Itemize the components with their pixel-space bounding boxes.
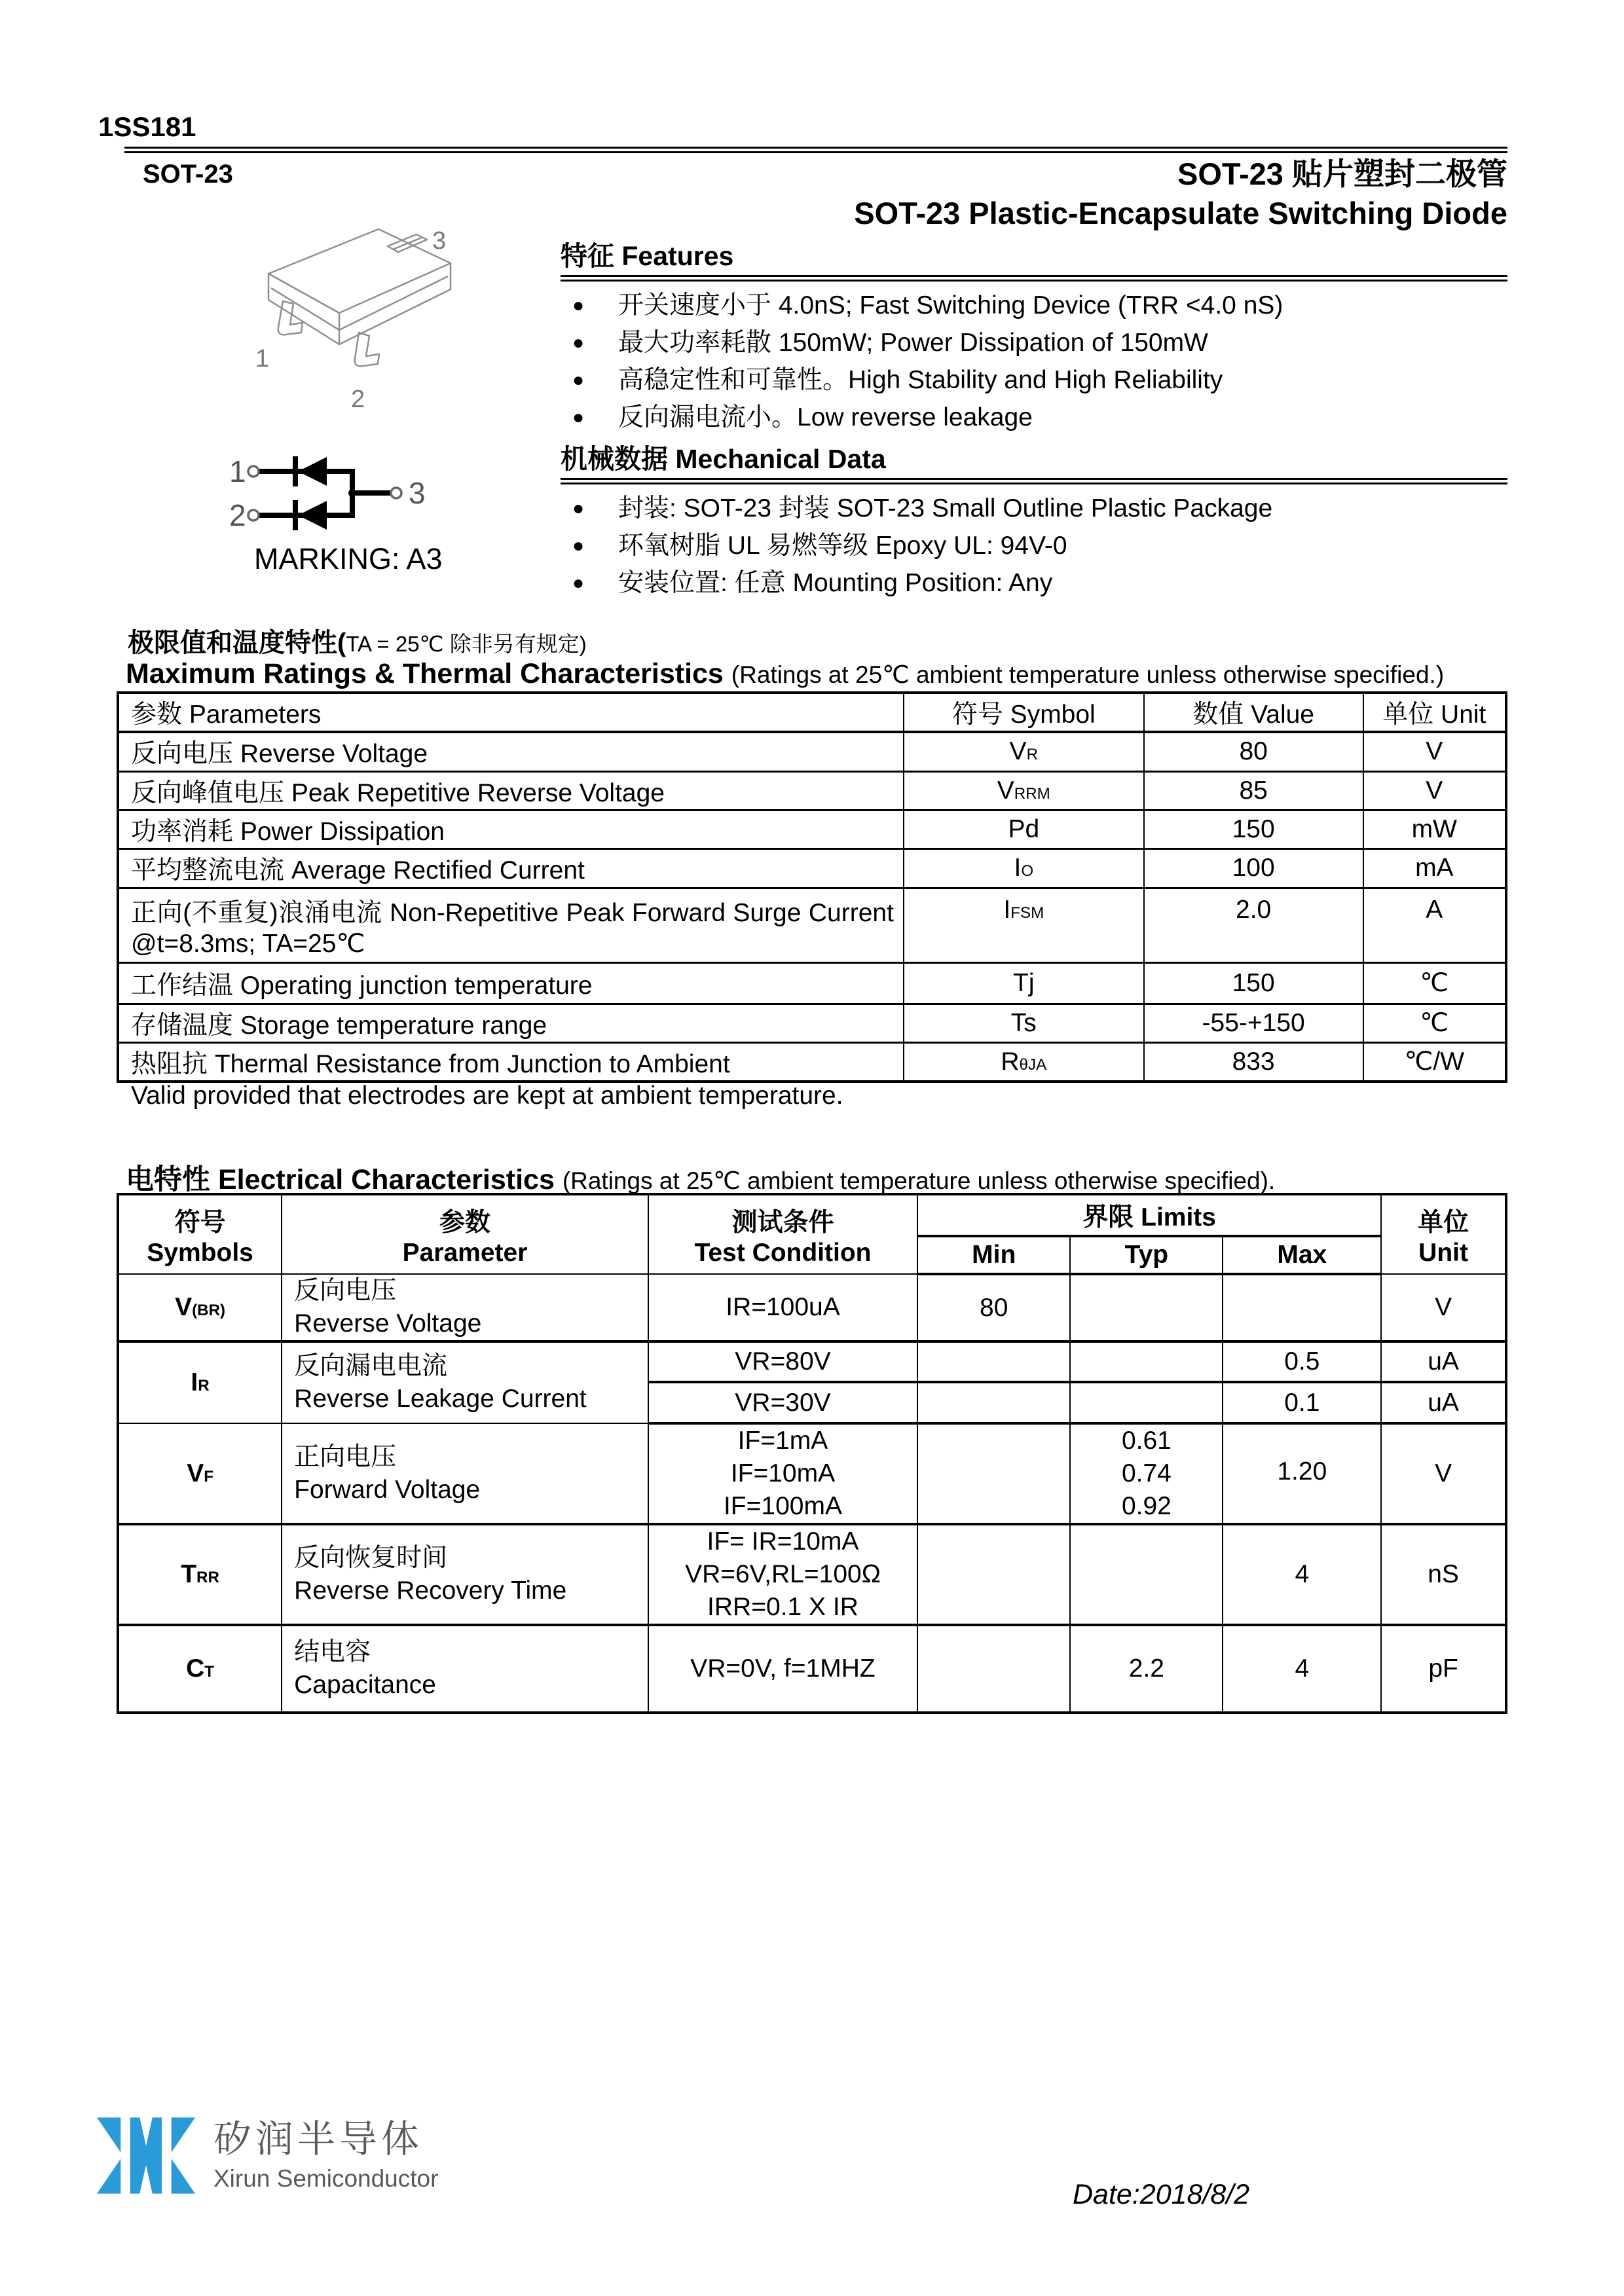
table-footnote: Valid provided that electrodes are kept at ambient temperature. [131,1082,843,1110]
list-item [561,527,1507,564]
typ-cell: 2.2 [1070,1625,1223,1713]
schematic-drawing [228,450,424,540]
unit-cell: uA [1381,1341,1506,1382]
symbol-cell: TRR [118,1524,282,1625]
list-item [561,361,1507,399]
unit-cell: ℃/W [1363,1042,1506,1082]
value-cell: -55-+150 [1144,1004,1363,1042]
table-row [118,1341,1506,1382]
unit-cell: ℃ [1363,1004,1506,1042]
bullet-icon: ● [572,407,585,428]
features-list [561,287,1507,436]
column-header-symbol: 符号 Symbol [904,693,1144,732]
unit-cell: V [1363,771,1506,810]
column-header-unit: 单位 Unit [1363,693,1506,732]
max-cell: 4 [1223,1625,1381,1713]
param-cell: 反向电压 Reverse Voltage [282,1274,648,1341]
param-cell: 正向电压 Forward Voltage [282,1423,648,1524]
column-header-typ: Typ [1070,1236,1223,1274]
bullet-icon: ● [572,535,585,556]
pin1-label: 1 [255,345,270,373]
table-row [118,962,1506,1004]
unit-cell: uA [1381,1382,1506,1423]
mechanical-text: 安装位置: 任意 Mounting Position: Any [618,569,1053,597]
unit-cell: V [1363,732,1506,771]
bullet-icon: ● [572,498,585,519]
param-cell: 工作结温 Operating junction temperature [118,962,904,1004]
schematic-pin2-label: 2 [229,498,246,532]
electrical-title [126,1157,1275,1197]
table-row [118,848,1506,888]
unit-cell: V [1381,1423,1506,1524]
features-section [561,241,1507,602]
symbol-cell: V(BR) [118,1274,282,1341]
list-item [561,287,1507,324]
table-row [118,1004,1506,1042]
unit-cell: A [1363,888,1506,962]
title-block [854,155,1507,233]
list-item [561,564,1507,602]
condition-cell: VR=30V [648,1382,917,1423]
param-cell: 反向漏电电流 Reverse Leakage Current [282,1341,648,1423]
max-cell: 0.5 [1223,1341,1381,1382]
section-title-en: Electrical Characteristics [217,1164,563,1195]
feature-text: 开关速度小于 4.0nS; Fast Switching Device (TRR <4.0 nS) [618,291,1283,319]
package-drawing [223,216,458,435]
max-ratings-table [117,691,1507,1083]
divider [561,478,1507,484]
table-row [118,1625,1506,1713]
part-number: 1SS181 [98,111,196,142]
unit-cell: mA [1363,848,1506,888]
logo-text [213,2115,438,2193]
feature-text: 最大功率耗散 150mW; Power Dissipation of 150mW [618,329,1208,357]
min-cell: 80 [917,1274,1070,1341]
marking-label: MARKING: A3 [254,542,443,575]
feature-text: 反向漏电流小。Low reverse leakage [618,403,1033,431]
max-cell [1223,1274,1381,1341]
mechanical-text: 环氧树脂 UL 易燃等级 Epoxy UL: 94V-0 [618,532,1067,560]
table-row [118,1423,1506,1524]
symbol-cell: IR [118,1341,282,1423]
dual-diode-schematic-icon [228,450,424,537]
page-title-cn: SOT-23 贴片塑封二极管 [1177,156,1507,191]
electrical-table [117,1193,1507,1714]
param-cell: 反向峰值电压 Peak Repetitive Reverse Voltage [118,771,904,810]
max-cell: 0.1 [1223,1382,1381,1423]
column-header-min: Min [917,1236,1070,1274]
param-cell: 反向恢复时间 Reverse Recovery Time [282,1524,648,1625]
column-header-unit: 单位 Unit [1381,1194,1506,1274]
column-header-limits: 界限 Limits [917,1194,1381,1236]
section-title-cn: 电特性 [126,1164,218,1195]
bullet-icon: ● [572,572,585,594]
min-cell [917,1524,1070,1625]
column-header-value: 数值 Value [1144,693,1363,732]
list-item [561,324,1507,361]
max-ratings-title-en [126,658,1444,690]
bullet-icon: ● [572,295,585,316]
param-cell: 结电容 Capacitance [282,1625,648,1713]
feature-text: 高稳定性和可靠性。High Stability and High Reliability [618,366,1223,394]
max-ratings-title-cn [128,622,587,659]
value-cell: 85 [1144,771,1363,810]
list-item [561,490,1507,527]
xirun-logo-icon [97,2115,195,2196]
unit-cell: V [1381,1274,1506,1341]
value-cell: 100 [1144,848,1363,888]
sot23-package-icon [223,216,458,432]
typ-cell [1070,1382,1223,1423]
section-title-text: 极限值和温度特性( [128,629,346,657]
condition-cell: VR=80V [648,1341,917,1382]
symbol-cell: Pd [904,810,1144,848]
condition-cell: IF=1mA IF=10mA IF=100mA [648,1423,917,1524]
table-row [118,732,1506,771]
schematic-pin1-label: 1 [229,454,246,488]
table-row [118,888,1506,962]
column-header-max: Max [1223,1236,1381,1274]
value-cell: 2.0 [1144,888,1363,962]
condition-cell: VR=0V, f=1MHZ [648,1625,917,1713]
param-cell: 反向电压 Reverse Voltage [118,732,904,771]
param-cell: 平均整流电流 Average Rectified Current [118,848,904,888]
section-title-note: TA = 25℃ 除非另有规定) [346,632,587,656]
unit-cell: mW [1363,810,1506,848]
condition-cell: IF= IR=10mA VR=6V,RL=100Ω IRR=0.1 X IR [648,1524,917,1625]
package-label: SOT-23 [143,160,233,189]
symbol-cell: IO [904,848,1144,888]
mechanical-text: 封装: SOT-23 封装 SOT-23 Small Outline Plastic Package [618,494,1273,522]
divider [561,275,1507,282]
param-cell: 功率消耗 Power Dissipation [118,810,904,848]
table-row [118,1274,1506,1341]
schematic-pin3-label: 3 [409,476,424,510]
value-cell: 833 [1144,1042,1363,1082]
value-cell: 80 [1144,732,1363,771]
table-row [118,771,1506,810]
symbol-cell: Ts [904,1004,1144,1042]
value-cell: 150 [1144,962,1363,1004]
symbol-cell: RθJA [904,1042,1144,1082]
symbol-cell: VRRM [904,771,1144,810]
pin3-label: 3 [432,227,447,255]
param-cell: 存储温度 Storage temperature range [118,1004,904,1042]
symbol-cell: Tj [904,962,1144,1004]
section-title-text: Maximum Ratings & Thermal Characteristics [126,658,731,689]
company-logo [97,2115,438,2196]
symbol-cell: VF [118,1423,282,1524]
column-header-symbols: 符号 Symbols [118,1194,282,1274]
column-header-test-condition: 测试条件 Test Condition [648,1194,917,1274]
column-header-parameters: 参数 Parameters [118,693,904,732]
value-cell: 150 [1144,810,1363,848]
min-cell [917,1423,1070,1524]
mechanical-list [561,490,1507,602]
min-cell [917,1382,1070,1423]
table-row [118,810,1506,848]
bullet-icon: ● [572,332,585,354]
condition-cell: IR=100uA [648,1274,917,1341]
features-heading: 特征 Features [561,241,734,271]
table-header-row [118,693,1506,732]
table-header-row [118,1194,1506,1236]
param-cell: 正向(不重复)浪涌电流 Non-Repetitive Peak Forward Surge Current @t=8.3ms; TA=25℃ [118,888,904,962]
symbol-cell: IFSM [904,888,1144,962]
min-cell [917,1341,1070,1382]
max-cell: 4 [1223,1524,1381,1625]
section-title-note: (Ratings at 25℃ ambient temperature unless otherwise specified). [562,1167,1276,1194]
page-title-en: SOT-23 Plastic-Encapsulate Switching Diode [854,196,1507,230]
typ-cell: 0.61 0.74 0.92 [1070,1423,1223,1524]
symbol-cell: CT [118,1625,282,1713]
max-cell: 1.20 [1223,1423,1381,1524]
logo-name-en: Xirun Semiconductor [213,2165,439,2192]
typ-cell [1070,1341,1223,1382]
mechanical-heading: 机械数据 Mechanical Data [561,444,886,474]
column-header-parameter: 参数 Parameter [282,1194,648,1274]
min-cell [917,1625,1070,1713]
symbol-cell: VR [904,732,1144,771]
typ-cell [1070,1274,1223,1341]
unit-cell: nS [1381,1524,1506,1625]
logo-name-cn: 矽润半导体 [213,2118,424,2160]
table-row [118,1042,1506,1082]
unit-cell: ℃ [1363,962,1506,1004]
pin2-label: 2 [351,386,365,413]
header-divider [124,147,1507,153]
typ-cell [1070,1524,1223,1625]
bullet-icon: ● [572,369,585,391]
date-label: Date:2018/8/2 [1073,2179,1250,2210]
section-title-note: (Ratings at 25℃ ambient temperature unless otherwise specified.) [731,661,1445,688]
table-row [118,1524,1506,1625]
param-cell: 热阻抗 Thermal Resistance from Junction to Ambient [118,1042,904,1082]
unit-cell: pF [1381,1625,1506,1713]
list-item [561,399,1507,436]
